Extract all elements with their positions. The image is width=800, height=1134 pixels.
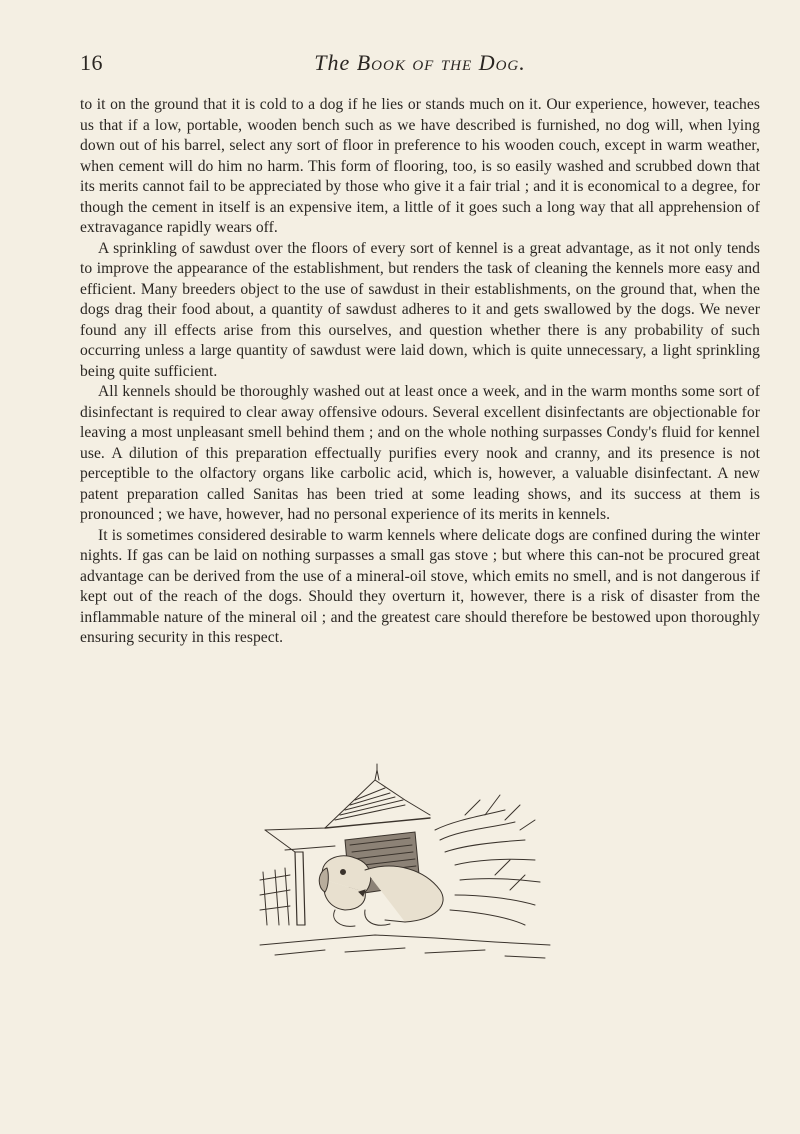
paragraph-4: It is sometimes considered desirable to warm kennels where delicate dogs are confined during the winter nights. If gas can be laid on nothing surpasses a small gas stove ; but where this can-not be procured great advantage can be derived from the use of a mineral-oil stove, which emits no smell, and is not dangerous if kept out of the reach of the dogs. Should they overturn it, however, there is a risk of disaster from the inflammable nature of the mineral oil ; and the greatest care should therefore be bestowed upon thoroughly ensuring security in this respect.: [80, 526, 760, 646]
page-number: 16: [80, 50, 103, 75]
page-header: [80, 50, 760, 80]
dog-in-kennel-engraving-icon: [255, 760, 555, 965]
running-title-book: Book: [356, 50, 406, 75]
paragraph-3: All kennels should be thoroughly washed out at least once a week, and in the warm months some sort of disinfectant is required to clear away offensive odours. Several excellent disinfectants are objectionable for leaving a most unpleasant smell behind them ; and on the whole nothing surpasses Condy's fluid for kennel use. A dilution of this preparation effectually purifies every nook and cranny, and its presence is not perceptible to the olfactory organs like carbolic acid, which is, however, a valuable disinfectant. A new patent preparation called Sanitas has been tried at some leading shows, and its success at them is pronounced ; we have, however, had no personal experience of its merits in kennels.: [80, 383, 760, 523]
running-title-the: The: [314, 50, 357, 75]
paragraph-1: to it on the ground that it is cold to a dog if he lies or stands much on it. Our experience, however, teaches us that if a low, portable, wooden bench such as we have described is furnished, no dog will, when lying down out of his barrel, select any sort of floor in preference to his wooden couch, except in warm weather, when cement will do him no harm. This form of flooring, too, is so easily washed and scrubbed down that its merits cannot fail to be appreciated by those who give it a fair trial ; and it is economical to a degree, for though the cement in itself is an expensive item, a little of it goes such a long way that all apprehension of extravagance rapidly wears off.: [80, 96, 760, 236]
body-text: [80, 95, 760, 649]
running-title: [80, 50, 760, 76]
paragraph-2: A sprinkling of sawdust over the floors of every sort of kennel is a great advantage, as it not only tends to improve the appearance of the establishment, but renders the task of cleaning the kennels more easy and efficient. Many breeders object to the use of sawdust in their establishments, on the ground that, when the dogs drag their food about, a quantity of sawdust adheres to it and gets swallowed by the dogs. We never found any ill effects arise from this ourselves, and question whether there is any probability of such occurring unless a large quantity of sawdust were laid down, which is quite unnecessary, a light sprinkling being quite sufficient.: [80, 239, 760, 380]
running-title-dog: Dog.: [478, 50, 526, 75]
running-title-of-the: of the: [405, 50, 479, 75]
